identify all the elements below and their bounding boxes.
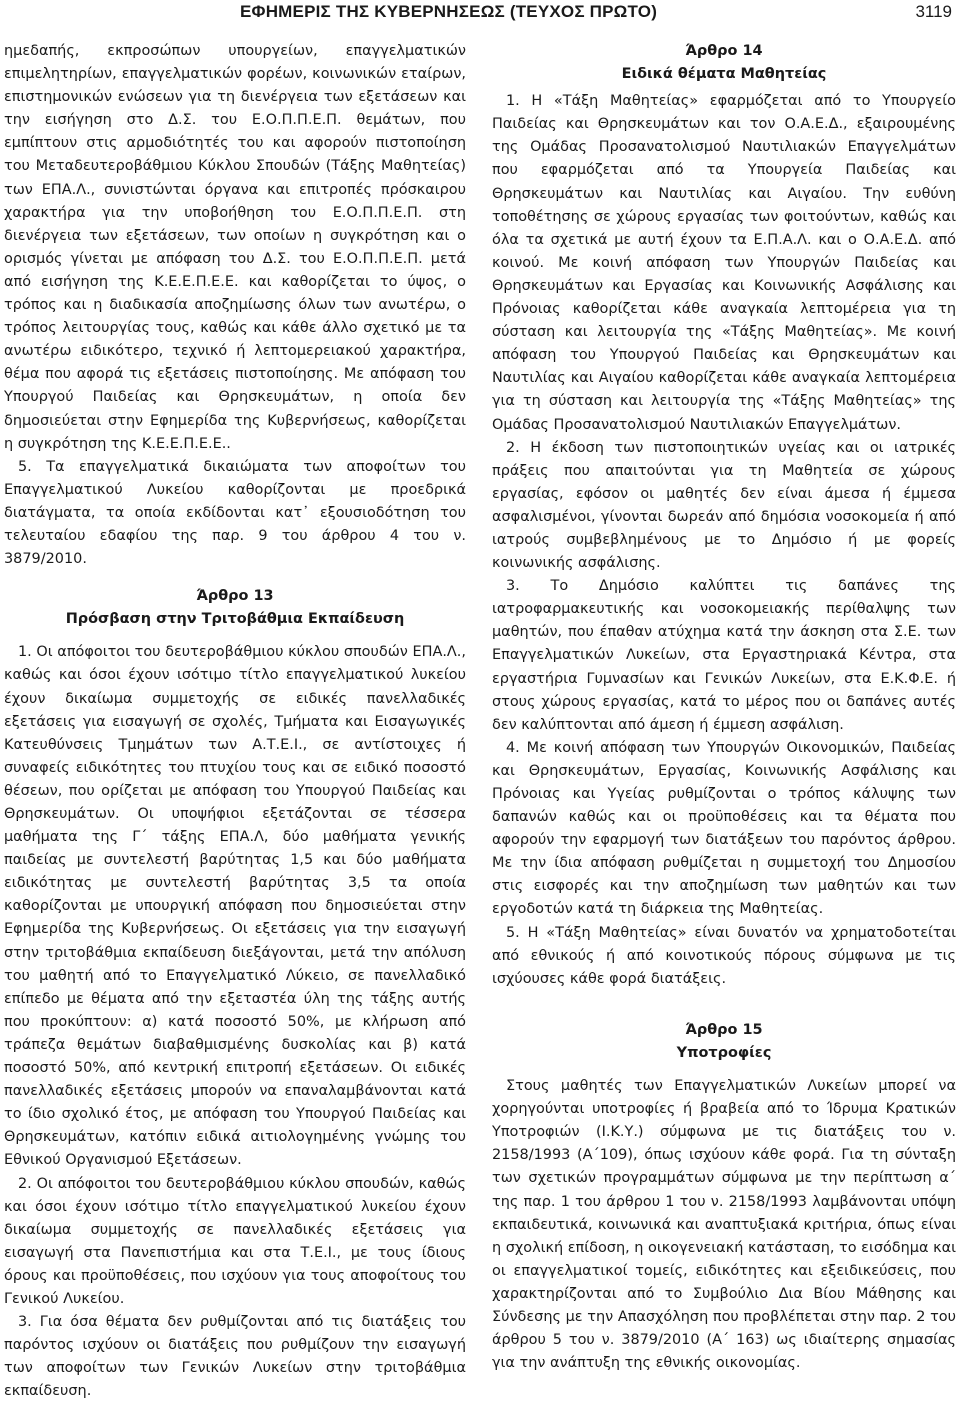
left-column bbox=[4, 40, 466, 1403]
article-15-paragraph: Στους μαθητές των Επαγγελματικών Λυκείων μπορεί να χορηγούνται υποτροφίες ή βραβεία από το Ίδρυμα Κρατικών Υποτροφιών (Ι.Κ.Υ.) σύμφωνα με τις διατάξεις του ν. 2158/1993 (Α΄109), όπως ισχύουν κάθε φορά. Για τη σύνταξη των σχετικών προγραμμάτων σύμφωνα με την περίπτωση α΄ της παρ. 1 του άρθρου 1 του ν. 2158/1993 λαμβάνονται υπόψη εκπαιδευτικά, κοινωνικά και αναπτυξιακά κριτήρια, όπως είναι η σχολική επίδοση, η οικογενειακή κατάσταση, το εισόδημα και οι επαγγελματικοί τομείς, ειδικότητες και εξειδικεύσεις, που χαρακτηρίζονται από το Συμβούλιο Δια Βίου Μάθησης και Σύνδεσης με την Απασχόληση που προβλέπεται στην παρ. 2 του άρθρου 5 του ν. 3879/2010 (Α΄ 163) ως ιδιαίτερης σημασίας για την ανάπτυξη της εθνικής οικονομίας. bbox=[492, 1078, 956, 1372]
article-14-paragraph-5: 5. Η «Τάξη Μαθητείας» είναι δυνατόν να χρηματοδοτείται από εθνικούς ή από κοινοτικούς πόρους σύμφωνα με τις ισχύουσες κάθε φορά διατάξεις. bbox=[492, 924, 956, 987]
right-column bbox=[492, 40, 956, 1375]
article-13-paragraph-1: 1. Οι απόφοιτοι του δευτεροβάθμιου κύκλου σπουδών ΕΠΑ.Λ., καθώς και όσοι έχουν ισότιμο τίτλο επαγγελματικού λυκείου έχουν δικαίωμα συμμετοχής σε ειδικές πανελλαδικές εξετάσεις για εισαγωγή σε σχολές, Τμήματα και Εισαγωγικές Κατευθύνσεις Τμημάτων των Α.Τ.Ε.Ι., σε αντίστοιχες ή συναφείς ειδικότητες του πτυχίου τους και σε ειδικό ποσοστό θέσεων, που ορίζεται με απόφαση του Υπουργού Παιδείας και Θρησκευμάτων. Οι υποψήφιοι εξετάζονται σε τέσσερα μαθήματα της Γ΄ τάξης ΕΠΑ.Λ, δύο μαθήματα γενικής παιδείας με συντελεστή βαρύτητας 1,5 και δύο μαθήματα ειδικότητας με συντελεστή βαρύτητας 3,5 τα οποία καθορίζονται με υπουργική απόφαση που δημοσιεύεται στην Εφημερίδα της Κυβερνήσεως. Οι εξετάσεις για την εισαγωγή στην τριτοβάθμια εκπαίδευση διεξάγονται, μετά την απόλυση του μαθητή από το Επαγγελματικό Λύκειο, σε πανελλαδικό επίπεδο με θέματα από την εξεταστέα ύλη της τάξης αυτής που προκύπτουν: α) κατά ποσοστό 50%, με κλήρωση από τράπεζα θεμάτων διαβαθμισμένης δυσκολίας και β) κατά ποσοστό 50%, από κεντρική επιτροπή εξετάσεων. Οι ειδικές πανελλαδικές εξετάσεις μπορούν να επαναλαμβάνονται κατά το ίδιο σχολικό έτος, με απόφαση του Υπουργού Παιδείας και Θρησκευμάτων, κατόπιν ειδικά αιτιολογημένης γνώμης του Εθνικού Οργανισμού Εξετάσεων. bbox=[4, 644, 466, 1169]
paragraph-continuation: ημεδαπής, εκπροσώπων υπουργείων, επαγγελματικών επιμελητηρίων, επαγγελματικών φορέων, κοινωνικών εταίρων, επιστημονικών ενώσεων για τη διενέργεια των εξετάσεων και την εισήγηση στο Δ.Σ. του Ε.Ο.Π.Π.Ε.Π. θεμάτων, που εμπίπτουν στις αρμοδιότητές του και αφορούν πιστοποίηση του Μεταδευτεροβάθμιου Κύκλου Σπουδών (Τάξης Μαθητείας) των ΕΠΑ.Λ., συνιστώνται όργανα και επιτροπές πρόσκαιρου χαρακτήρα για την υποβοήθηση του Ε.Ο.Π.Π.Ε.Π. στη διενέργεια των εξετάσεων, των οποίων η συγκρότηση και ο ορισμός γίνεται με απόφαση του Δ.Σ. του Ε.Ο.Π.Π.Ε.Π. μετά από εισήγηση της Κ.Ε.Ε.Π.Ε.Ε. και καθορίζεται το ύψος, ο τρόπος και η διαδικασία αποζημίωσης όλων των ανωτέρω, ο τρόπος λειτουργίας τους, καθώς και κάθε άλλο σχετικό με τα ανωτέρω ειδικότερο, τεχνικό ή λεπτομερειακού χαρακτήρα, θέμα που αφορά τις εξετάσεις πιστοποίησης. Με απόφαση του Υπουργού Παιδείας και Θρησκευμάτων, η οποία δεν δημοσιεύεται στην Εφημερίδα της Κυβερνήσεως, καθορίζεται η συγκρότηση της Κ.Ε.Ε.Π.Ε.Ε.. bbox=[4, 43, 466, 452]
article-13-number: Άρθρο 13 bbox=[196, 588, 274, 605]
article-13-paragraph-2: 2. Οι απόφοιτοι του δευτεροβάθμιου κύκλου σπουδών, καθώς και όσοι έχουν ισότιμο τίτλο επαγγελματικού λυκείου έχουν δικαίωμα συμμετοχής σε πανελλαδικές εξετάσεις για εισαγωγή στα Πανεπιστήμια και στα Τ.Ε.Ι., με τους ίδιους όρους και προϋποθέσεις, που ισχύουν για τους αποφοίτους του Γενικού Λυκείου. bbox=[4, 1175, 466, 1307]
article-14-paragraph-4: 4. Με κοινή απόφαση των Υπουργών Οικονομικών, Παιδείας και Θρησκευμάτων, Εργασίας, Κοινωνικής Ασφάλισης και Πρόνοιας και Υγείας ρυθμίζονται ο τρόπος κάλυψης των δαπανών καθώς και οι προϋποθέσεις και τα θέματα που αφορούν την εφαρμογή των διατάξεων του παρόντος άρθρου. Με την ίδια απόφαση ρυθμίζεται η συμμετοχή του Δημοσίου στις εισφορές και την αποζημίωση των μαθητών και των εργοδοτών κατά τη διάρκεια της Μαθητείας. bbox=[492, 739, 956, 918]
article-14-paragraph-2: 2. Η έκδοση των πιστοποιητικών υγείας και οι ιατρικές πράξεις που απαιτούνται για τη Μαθητεία σε χώρους εργασίας, εφόσον οι μαθητές δεν είναι άμεσα ή έμμεσα ασφαλισμένοι, γίνονται δωρεάν από δημόσια νοσοκομεία ή από ιατρούς συμβεβλημένους με το Δημόσιο ή με φορείς κοινωνικής ασφάλισης. bbox=[492, 439, 956, 572]
article-15-number: Άρθρο 15 bbox=[685, 1021, 763, 1038]
page-header bbox=[0, 0, 960, 30]
article-15-title: Υποτροφίες bbox=[676, 1044, 772, 1061]
article-13-title: Πρόσβαση στην Τριτοβάθμια Εκπαίδευση bbox=[65, 611, 405, 628]
article-14-title: Ειδικά θέματα Μαθητείας bbox=[621, 66, 827, 83]
paragraph-5: 5. Τα επαγγελματικά δικαιώματα των αποφοίτων του Επαγγελματικού Λυκείου καθορίζονται με προεδρικά διατάγματα, τα οποία εκδίδονται κατ᾽ εξουσιοδότηση του τελευταίου εδαφίου της παρ. 9 του άρθρου 4 του ν. 3879/2010. bbox=[4, 458, 466, 568]
gazette-title: ΕΦΗΜΕΡΙΣ ΤΗΣ ΚΥΒΕΡΝΗΣΕΩΣ (ΤΕΥΧΟΣ ΠΡΩΤΟ) bbox=[240, 2, 658, 21]
page-number: 3119 bbox=[915, 2, 952, 21]
article-14-paragraph-1: 1. Η «Τάξη Μαθητείας» εφαρμόζεται από το Υπουργείο Παιδείας και Θρησκευμάτων και τον Ο.Α.Ε.Δ., εξαιρουμένης της Ομάδας Προσανατολισμού Ναυτιλιακών Επαγγελμάτων που εφαρμόζεται από τα Υπουργεία Παιδείας και Θρησκευμάτων και Ναυτιλίας και Αιγαίου. Την ευθύνη τοποθέτησης σε χώρους εργασίας των φοιτούντων, καθώς και όλα τα σχετικά με αυτή έχουν τα Ε.Π.Α.Λ. και ο Ο.Α.Ε.Δ. από κοινού. Με κοινή απόφαση των Υπουργών Παιδείας και Θρησκευμάτων και Εργασίας και Κοινωνικής Ασφάλισης και Πρόνοιας καθορίζεται κάθε αναγκαία λεπτομέρεια για τη σύσταση και λειτουργία της «Τάξης Μαθητείας». Με κοινή απόφαση του Υπουργού Παιδείας και Θρησκευμάτων και Ναυτιλίας και Αιγαίου καθορίζεται κάθε αναγκαία λεπτομέρεια για τη σύσταση και λειτουργία της «Τάξης Μαθητείας» της Ομάδας Προσανατολισμού Ναυτιλιακών Επαγγελμάτων. bbox=[492, 93, 956, 433]
article-14-paragraph-3: 3. Το Δημόσιο καλύπτει τις δαπάνες της ιατροφαρμακευτικής και νοσοκομειακής περίθαλψης των μαθητών, που έπαθαν ατύχημα κατά την άσκηση στα Σ.Ε. των Επαγγελματικών Λυκείων, στα Εργαστηριακά Κέντρα, στα εργαστήρια Γυμνασίων και Γενικών Λυκείων, στα Ε.Κ.Φ.Ε. ή στους χώρους εργασίας, κατά το μέρος που οι δαπάνες αυτές δεν καλύπτονται από άμεση ή έμμεση ασφάλιση. bbox=[492, 578, 956, 733]
article-13-paragraph-3: 3. Για όσα θέματα δεν ρυθμίζονται από τις διατάξεις του παρόντος ισχύουν οι διατάξεις που ρυθμίζουν την εισαγωγή των αποφοίτων των Γενικών Λυκείων στην τριτοβάθμια εκπαίδευση. bbox=[4, 1314, 466, 1400]
article-14-number: Άρθρο 14 bbox=[685, 43, 763, 59]
